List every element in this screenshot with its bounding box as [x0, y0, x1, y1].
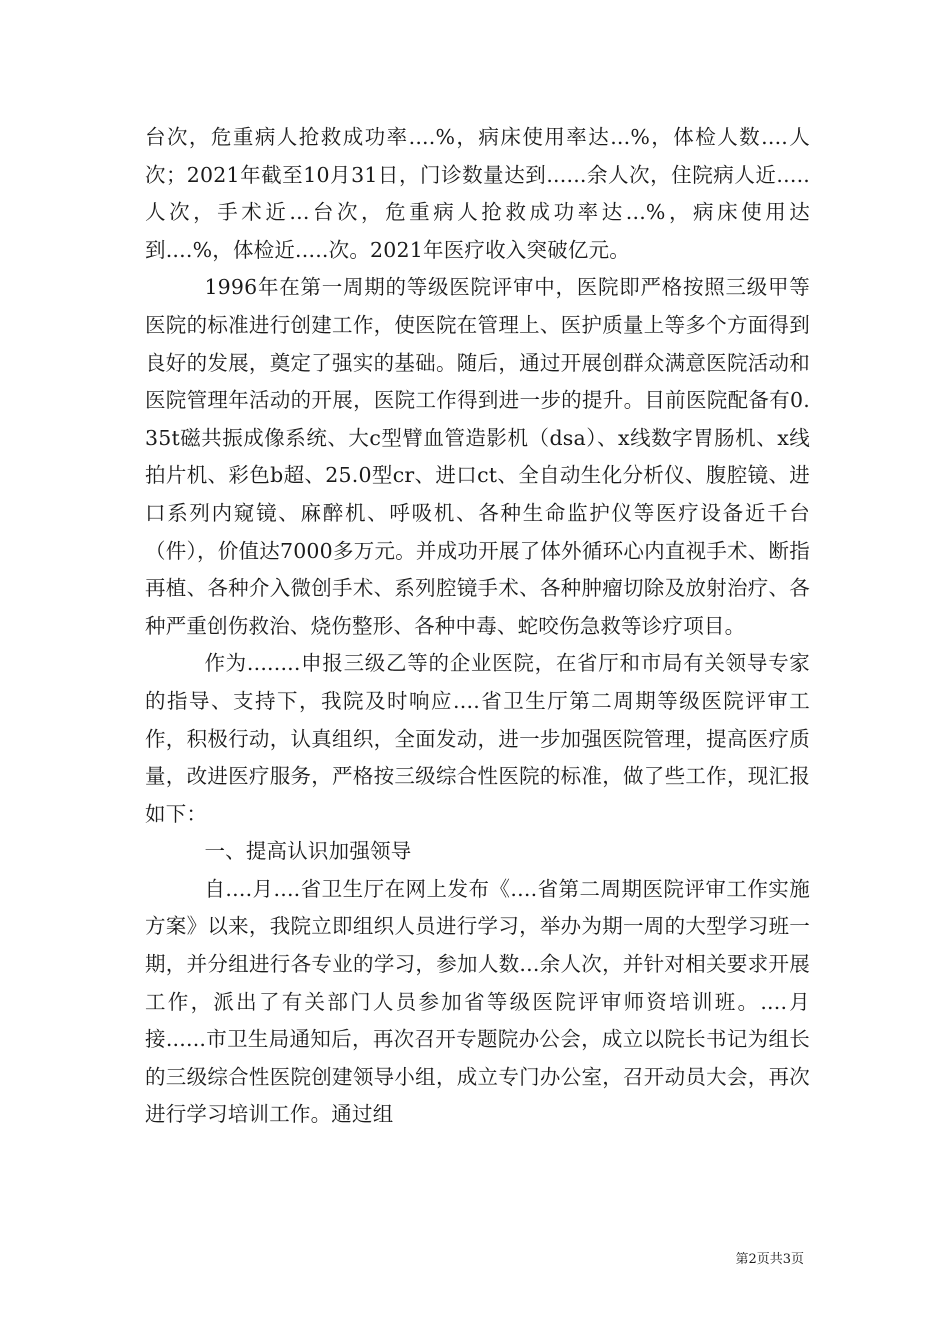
document-body [145, 119, 810, 1134]
paragraph-introduction: 作为........申报三级乙等的企业医院，在省厅和市局有关领导专家的指导、支持下，我院及时响应....省卫生厅第二周期等级医院评审工作，积极行动，认真组织，全面发动，进一步加强医院管理，提高医疗质量，改进医疗服务，严格按三级综合性医院的标准，做了些工作，现汇报如下： [145, 651, 810, 826]
section-heading: 一、提高认识加强领导 [204, 839, 412, 864]
page-number-footer: 第2页共3页 [735, 1252, 804, 1267]
paragraph-statistics: 台次，危重病人抢救成功率....%，病床使用率达...%，体检人数....人次；2021年截至10月31日，门诊数量达到......余人次，住院病人近.....人次，手术近...台次，危重病人抢救成功率达...%，病床使用达到....%，体检近.....次。2021年医疗收入突破亿元。 [145, 125, 810, 262]
paragraph-section-one: 自....月....省卫生厅在网上发布《....省第二周期医院评审工作实施方案》以来，我院立即组织人员进行学习，举办为期一周的大型学习班一期，并分组进行各专业的学习，参加人数...余人次，并针对相关要求开展工作，派出了有关部门人员参加省等级医院评审师资培训班。....月接......市卫生局通知后，再次召开专题院办公会，成立以院长书记为组长的三级综合性医院创建领导小组，成立专门办公室，召开动员大会，再次进行学习培训工作。通过组 [145, 876, 810, 1127]
paragraph-history: 1996年在第一周期的等级医院评审中，医院即严格按照三级甲等医院的标准进行创建工作，使医院在管理上、医护质量上等多个方面得到良好的发展，奠定了强实的基础。随后，通过开展创群众满意医院活动和医院管理年活动的开展，医院工作得到进一步的提升。目前医院配备有0.35t磁共振成像系统、大c型臂血管造影机（dsa）、x线数字胃肠机、x线拍片机、彩色b超、25.0型cr、进口ct、全自动生化分析仪、腹腔镜、进口系列内窥镜、麻醉机、呼吸机、各种生命监护仪等医疗设备近千台（件），价值达7000多万元。并成功开展了体外循环心内直视手术、断指再植、各种介入微创手术、系列腔镜手术、各种肿瘤切除及放射治疗、各种严重创伤救治、烧伤整形、各种中毒、蛇咬伤急救等诊疗项目。 [145, 275, 810, 638]
